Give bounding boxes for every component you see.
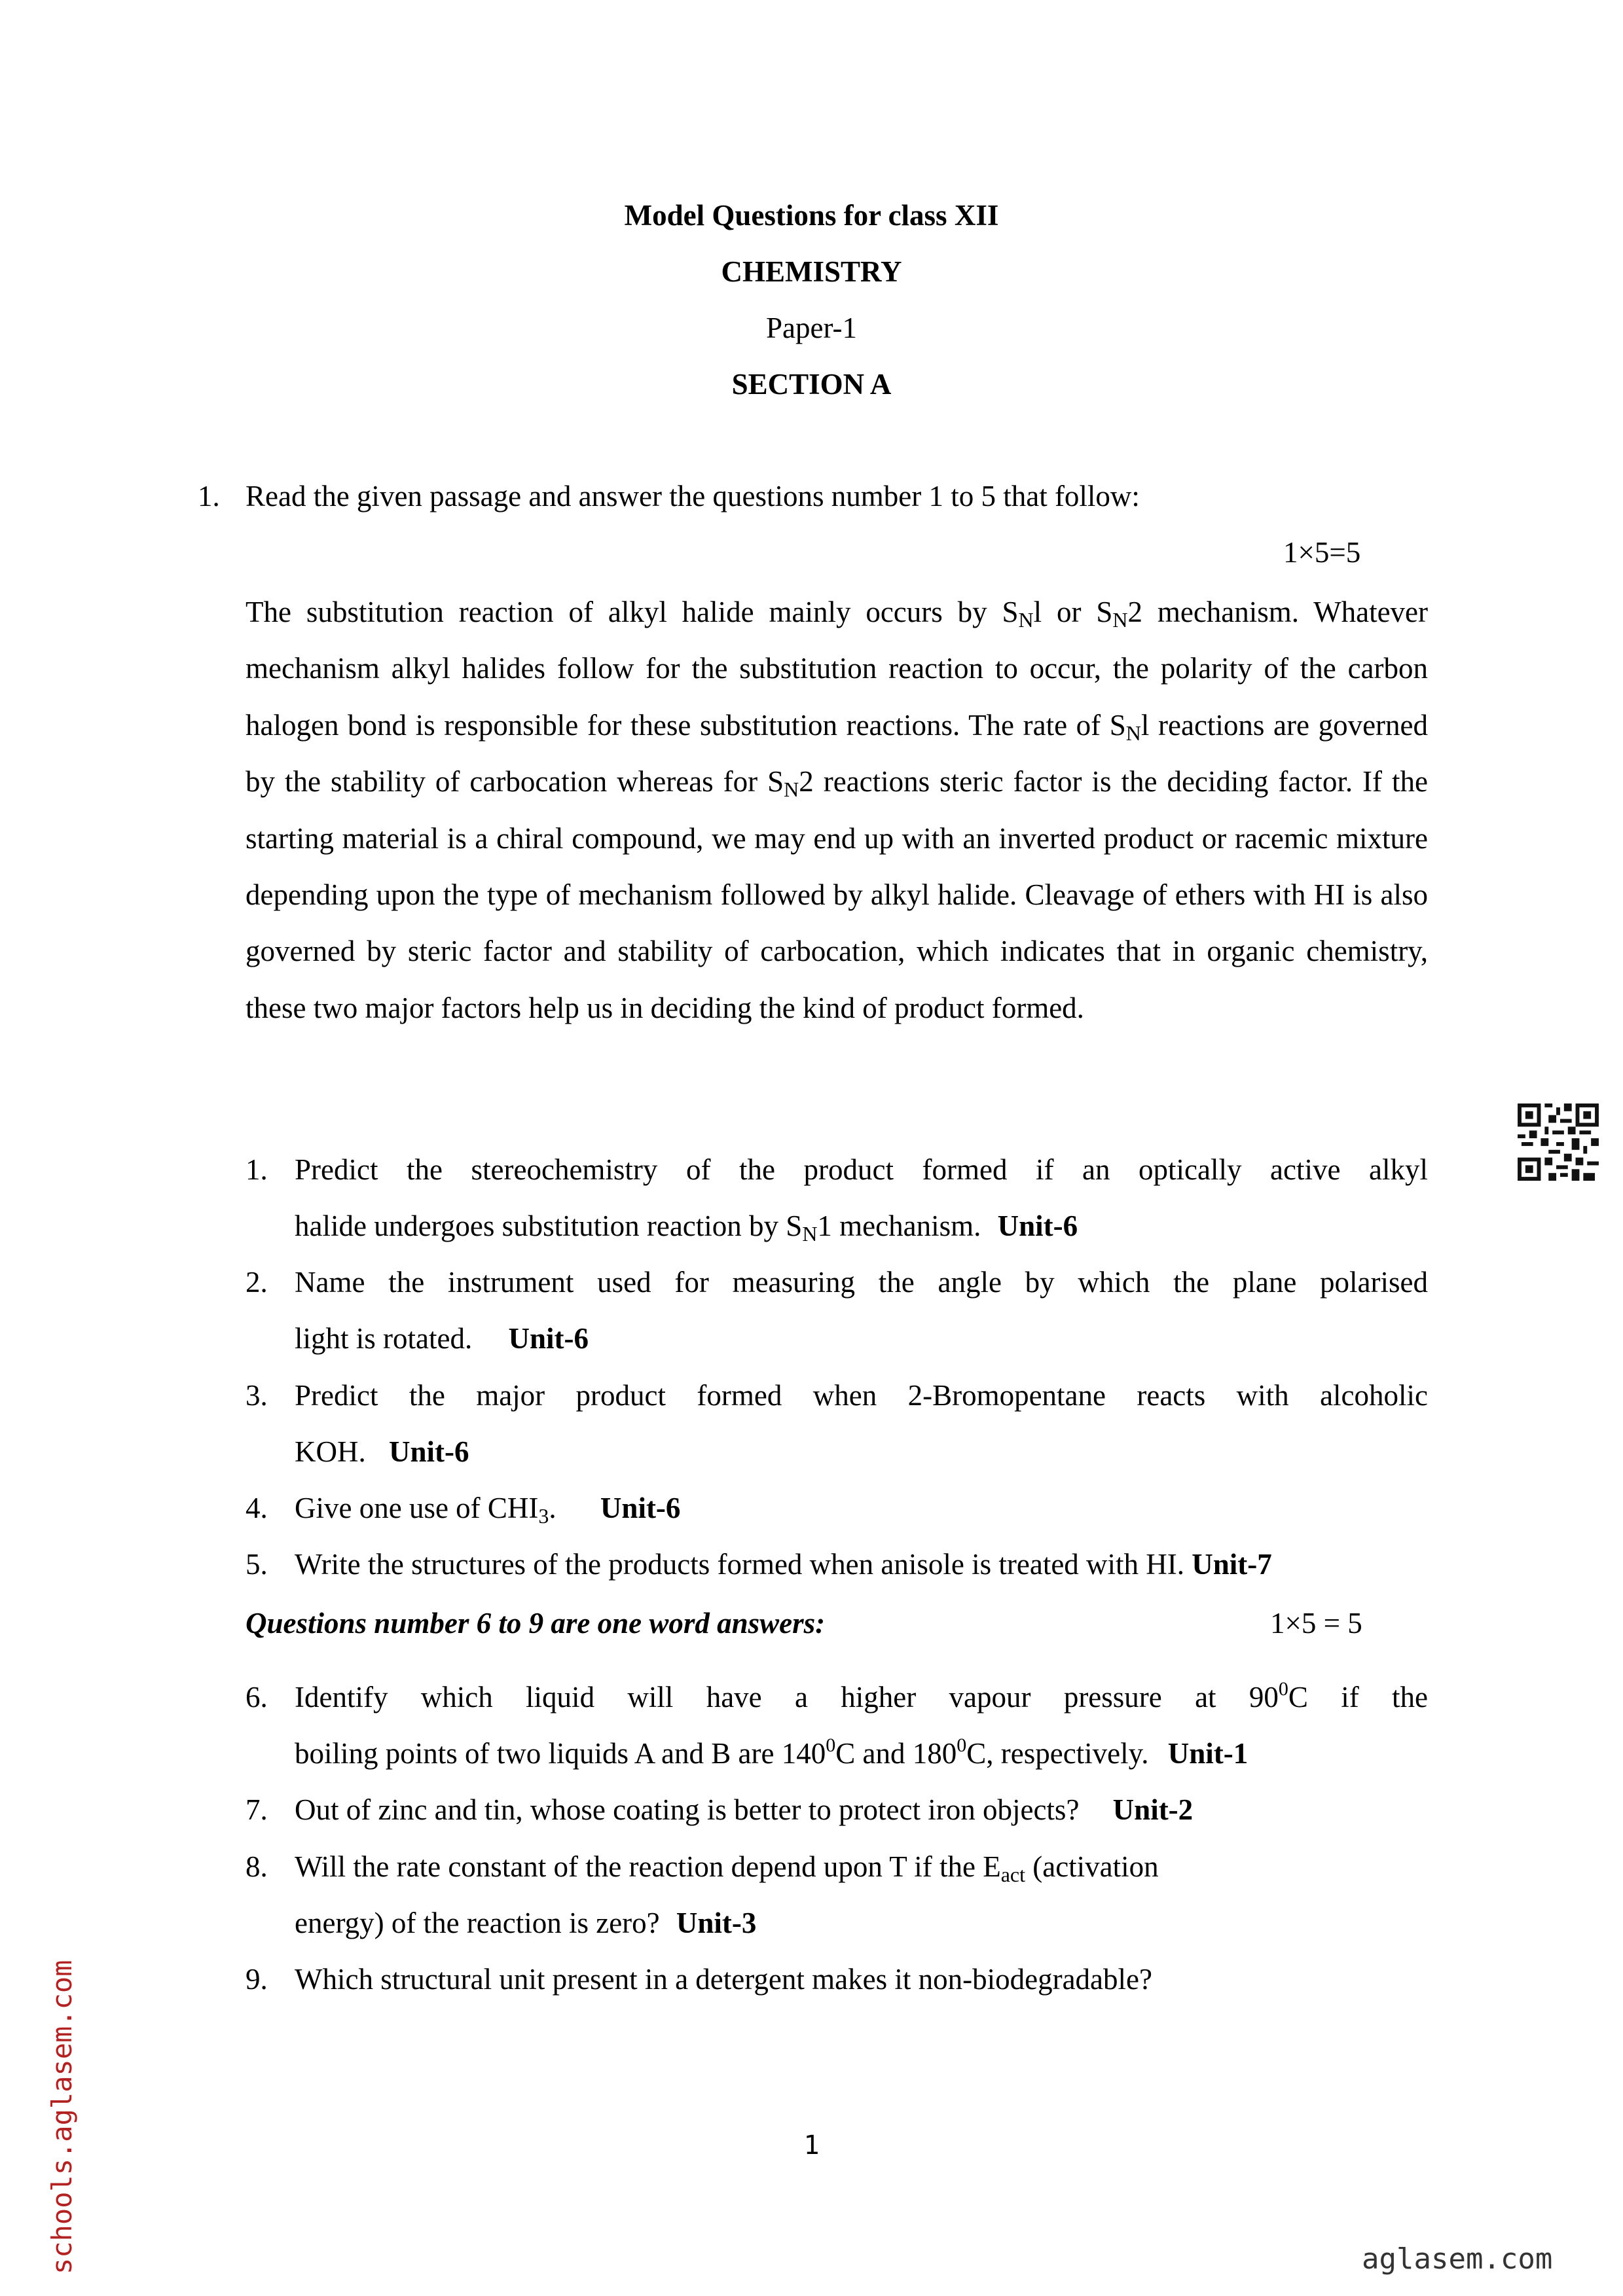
question-text: energy) of the reaction is zero? Unit-3: [295, 1907, 757, 1939]
list-item-number: 3.: [246, 1379, 268, 1412]
question-number: 8.: [246, 1850, 268, 1883]
page-title: Model Questions for class XII: [624, 199, 999, 232]
marks-label: 1×5 = 5: [1270, 1607, 1362, 1640]
list-item-text: Predict the major product formed when 2-Bromopentane reacts with alcoholic: [295, 1379, 1428, 1412]
page-number: 1: [803, 2130, 820, 2161]
list-item-text: light is rotated. Unit-6: [295, 1322, 589, 1355]
unit-tag: Unit-6: [508, 1322, 589, 1355]
question-number: 9.: [246, 1963, 268, 1996]
question-text: Which structural unit present in a detergent makes it non-biodegradable?: [295, 1963, 1152, 1996]
question-number: 6.: [246, 1681, 268, 1713]
list-item-number: 5.: [246, 1548, 268, 1581]
list-item-number: 2.: [246, 1266, 268, 1299]
qr-code-icon: [1518, 1103, 1599, 1181]
paper-label: Paper-1: [765, 312, 858, 344]
list-item-text: halide undergoes substitution reaction by $S_N1$ mechanism. Unit-6: [295, 1210, 1078, 1246]
question-text: boiling points of two liquids A and B are $140^0C$ and $180^0C$, respectively. Unit-1: [295, 1734, 1249, 1770]
watermark-side: schools.aglasem.com: [46, 1960, 78, 2274]
unit-tag: Unit-3: [676, 1907, 757, 1939]
unit-tag: Unit-6: [997, 1210, 1078, 1242]
list-item-text: KOH. Unit-6: [295, 1435, 469, 1468]
list-item-text: Give one use of $CHI_3$. Unit-6: [295, 1492, 681, 1528]
list-item-text: Write the structures of the products formed when anisole is treated with HI. Unit-7: [295, 1548, 1272, 1581]
question-text: Out of zinc and tin, whose coating is better to protect iron objects? Unit-2: [295, 1793, 1194, 1826]
unit-tag: Unit-1: [1167, 1737, 1249, 1770]
marks-label: 1×5=5: [1283, 536, 1361, 569]
unit-tag: Unit-6: [600, 1492, 681, 1524]
question-text: Read the given passage and answer the questions number 1 to 5 that follow:: [246, 480, 1140, 512]
section-heading: SECTION A: [731, 368, 892, 401]
subject-heading: CHEMISTRY: [721, 255, 902, 288]
question-number: 1.: [198, 480, 220, 512]
section-instruction: Questions number 6 to 9 are one word answers:: [246, 1607, 826, 1640]
unit-tag: Unit-2: [1112, 1793, 1194, 1826]
list-item-text: Predict the stereochemistry of the product formed if an optically active alkyl: [295, 1153, 1428, 1186]
question-text: Will the rate constant of the reaction depend upon T if the $E_{act}$ (activation: [295, 1850, 1159, 1886]
unit-tag: Unit-6: [389, 1435, 469, 1468]
question-text: Identify which liquid will have a higher vapour pressure at $90^0C$ if the: [295, 1678, 1428, 1713]
passage: The substitution reaction of alkyl halide mainly occurs by $S_Nl$ or $S_N2$ mechanism. Whatever mechanism alkyl halides follow for the substitution reaction to occur, the polarity of the carbon halogen bond is responsible for these substitution reactions. The rate of $S_Nl$ reactions are governed by the stability of carbocation whereas for $S_N2$ reactions steric factor is the deciding factor. If the starting material is a chiral compound, we may end up with an inverted product or racemic mixture depending upon the type of mechanism followed by alkyl halide. Cleavage of ethers with HI is also governed by steric factor and stability of carbocation, which indicates that in organic chemistry, these two major factors help us in deciding the kind of product formed.: [246, 596, 1429, 1024]
list-item-text: Name the instrument used for measuring the angle by which the plane polarised: [295, 1266, 1428, 1299]
watermark-corner: aglasem.com: [1362, 2242, 1553, 2276]
list-item-number: 4.: [246, 1492, 268, 1524]
unit-tag: Unit-7: [1192, 1548, 1272, 1581]
question-number: 7.: [246, 1793, 268, 1826]
list-item-number: 1.: [246, 1153, 268, 1186]
